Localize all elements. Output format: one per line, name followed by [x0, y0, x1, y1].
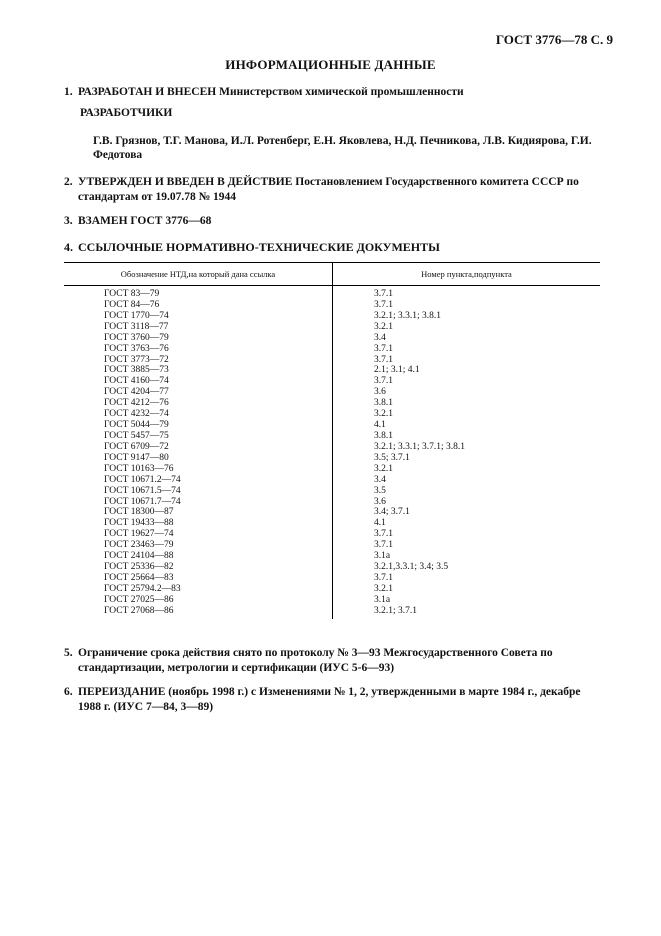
table-cell-document: ГОСТ 25794.2—83 [104, 583, 181, 594]
item-text: ПЕРЕИЗДАНИЕ (ноябрь 1998 г.) с Изменениями № 1, 2, утвержденными в марте 1984 г., декабре 1988 г. (ИУС 7—84, 3—89) [78, 686, 581, 713]
table-cell-clause: 3.4 [374, 474, 386, 485]
item-number: 1. [64, 86, 73, 98]
table-cell-document: ГОСТ 3763—76 [104, 343, 169, 354]
column-header-clause: Номер пункта,подпункта [421, 269, 512, 279]
table-cell-document: ГОСТ 4232—74 [104, 409, 169, 420]
table-cell-clause: 3.4 [374, 332, 386, 343]
table-cell-clause: 3.2.1; 3.7.1 [374, 605, 418, 616]
table-body [64, 286, 600, 619]
table-cell-document: ГОСТ 5044—79 [104, 420, 169, 431]
table-cell-clause: 3.7.1 [374, 299, 393, 310]
item-number: 3. [64, 215, 73, 227]
table-cell-document: ГОСТ 3885—73 [104, 365, 169, 376]
table-cell-clause: 3.6 [374, 496, 386, 507]
item-reference-docs [64, 240, 624, 255]
table-cell-clause: 3.8.1 [374, 398, 393, 409]
table-cell-clause: 3.7.1 [374, 289, 393, 299]
table-cell-clause: 3.2.1; 3.3.1; 3.8.1 [374, 310, 442, 321]
developers-names: Г.В. Грязнов, Т.Г. Манова, И.Л. Ротенберг, Е.Н. Яковлева, Н.Д. Печникова, Л.В. Кидиярова, Г.И. Федотова [93, 135, 592, 161]
item-number: 2. [64, 176, 73, 188]
table-cell-document: ГОСТ 83—79 [104, 289, 160, 299]
item-text: Постановлением Государственного комитета СССР по стандартам от 19.07.78 № 1944 [78, 176, 579, 203]
table-cell-clause: 3.2.1 [374, 409, 393, 420]
table-cell-clause: 3.7.1 [374, 354, 393, 365]
table-cell-document: ГОСТ 9147—80 [104, 452, 169, 463]
table-cell-clause: 2.1; 3.1; 4.1 [374, 365, 420, 376]
table-cell-clause: 3.8.1 [374, 430, 393, 441]
table-cell-document: ГОСТ 10671.2—74 [104, 474, 181, 485]
item-text: Ограничение срока действия снято по протоколу № 3—93 Межгосударственного Совета по стандартизации, метрологии и сертификации (ИУС 5-6—93) [78, 647, 553, 674]
table-cell-document: ГОСТ 10671.5—74 [104, 485, 181, 496]
reference-table [64, 262, 600, 619]
table-cell-document: ГОСТ 4212—76 [104, 398, 169, 409]
table-cell-clause: 3.5 [374, 485, 386, 496]
item-number: 4. [64, 240, 73, 254]
table-cell-document: ГОСТ 3773—72 [104, 354, 169, 365]
table-cell-document: ГОСТ 10163—76 [104, 463, 174, 474]
table-cell-document: ГОСТ 4160—74 [104, 376, 169, 387]
table-cell-document: ГОСТ 27068—86 [104, 605, 174, 616]
table-cell-document: ГОСТ 25664—83 [104, 572, 174, 583]
table-cell-clause: 3.7.1 [374, 572, 393, 583]
item-developed-by [64, 85, 624, 100]
table-cell-clause: 3.7.1 [374, 540, 393, 551]
table-cell-clause: 3.2.1 [374, 463, 393, 474]
table-cell-document: ГОСТ 4204—77 [104, 387, 169, 398]
clause-column [333, 286, 600, 619]
table-cell-document: ГОСТ 24104—88 [104, 551, 174, 562]
table-cell-document: ГОСТ 23463—79 [104, 540, 174, 551]
table-cell-clause: 3.7.1 [374, 343, 393, 354]
table-header [64, 262, 600, 286]
item-text: Министерством химической промышленности [216, 86, 464, 98]
item-approved [64, 175, 609, 205]
table-cell-clause: 4.1 [374, 420, 386, 431]
table-cell-document: ГОСТ 6709—72 [104, 441, 169, 452]
table-cell-clause: 3.6 [374, 387, 386, 398]
table-cell-clause: 3.1а [374, 551, 391, 562]
table-cell-document: ГОСТ 1770—74 [104, 310, 169, 321]
table-cell-document: ГОСТ 3760—79 [104, 332, 169, 343]
developers-heading: РАЗРАБОТЧИКИ [80, 107, 173, 119]
table-cell-clause: 3.2.1; 3.3.1; 3.7.1; 3.8.1 [374, 441, 466, 452]
column-header-document: Обозначение НТД,на который дана ссылка [64, 263, 333, 285]
item-lead: УТВЕРЖДЕН И ВВЕДЕН В ДЕЙСТВИЕ [78, 176, 293, 188]
table-cell-clause: 3.2.1,3.3.1; 3.4; 3.5 [374, 562, 449, 573]
table-cell-clause: 3.7.1 [374, 529, 393, 540]
item-lead: РАЗРАБОТАН И ВНЕСЕН [78, 86, 217, 98]
table-cell-document: ГОСТ 84—76 [104, 299, 160, 310]
table-cell-document: ГОСТ 27025—86 [104, 594, 174, 605]
item-replaces [64, 214, 609, 229]
document-column [64, 286, 333, 619]
page-header: ГОСТ 3776—78 С. 9 [495, 32, 613, 47]
table-cell-document: ГОСТ 3118—77 [104, 321, 169, 332]
item-number: 5. [64, 647, 73, 659]
table-cell-clause: 3.5; 3.7.1 [374, 452, 410, 463]
table-cell-clause: 3.1а [374, 594, 391, 605]
item-reissue [64, 685, 604, 715]
item-text: ВЗАМЕН ГОСТ 3776—68 [78, 215, 212, 227]
table-cell-clause: 3.7.1 [374, 376, 393, 387]
item-validity [64, 646, 604, 676]
table-cell-document: ГОСТ 10671.7—74 [104, 496, 181, 507]
table-cell-document: ГОСТ 19627—74 [104, 529, 174, 540]
table-cell-clause: 3.2.1 [374, 583, 393, 594]
table-cell-document: ГОСТ 19433—88 [104, 518, 174, 529]
table-cell-document: ГОСТ 18300—87 [104, 507, 174, 518]
table-cell-clause: 4.1 [374, 518, 386, 529]
document-title: ИНФОРМАЦИОННЫЕ ДАННЫЕ [225, 57, 436, 72]
table-cell-document: ГОСТ 5457—75 [104, 430, 169, 441]
item-number: 6. [64, 686, 73, 698]
item-text: ССЫЛОЧНЫЕ НОРМАТИВНО-ТЕХНИЧЕСКИЕ ДОКУМЕНТЫ [78, 240, 440, 254]
table-cell-document: ГОСТ 25336—82 [104, 562, 174, 573]
table-cell-clause: 3.4; 3.7.1 [374, 507, 410, 518]
table-cell-clause: 3.2.1 [374, 321, 393, 332]
